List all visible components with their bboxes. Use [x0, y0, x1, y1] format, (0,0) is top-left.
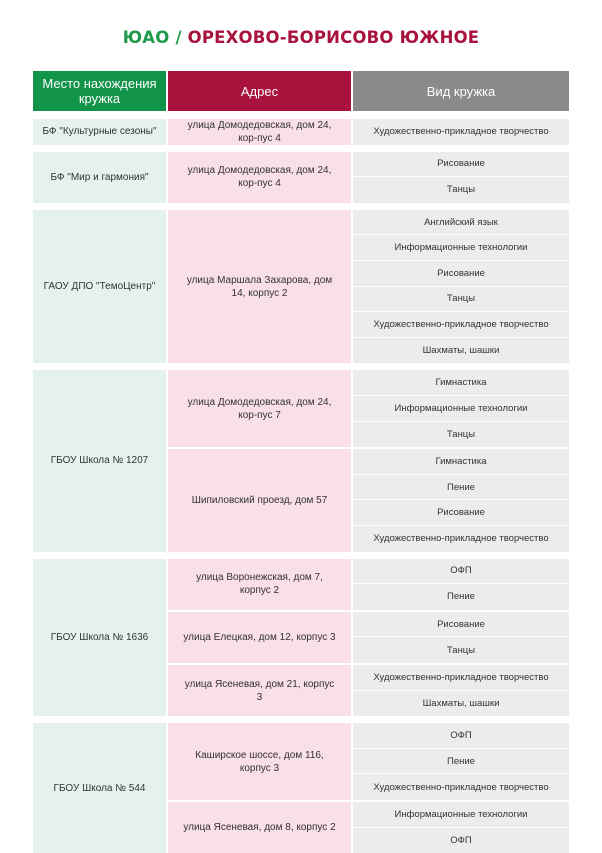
club-type-cell: Рисование: [353, 261, 569, 286]
club-type-cell: ОФП: [353, 723, 569, 748]
header-club-type: Вид кружка: [353, 71, 569, 111]
club-type-cell: Танцы: [353, 287, 569, 312]
district-name: ОРЕХОВО-БОРИСОВО ЮЖНОЕ: [187, 28, 480, 47]
club-type-cell: Гимнастика: [353, 370, 569, 395]
club-type-cell: Рисование: [353, 500, 569, 525]
club-type-cell: Шахматы, шашки: [353, 338, 569, 364]
title-separator: /: [175, 28, 182, 47]
club-type-cell: Информационные технологии: [353, 396, 569, 421]
address-cell: улица Ясеневая, дом 8, корпус 2: [168, 802, 351, 853]
region-code: ЮАО: [122, 28, 170, 47]
address-cell: улица Ясеневая, дом 21, корпус 3: [168, 665, 351, 716]
club-type-cell: Рисование: [353, 152, 569, 177]
club-type-cell: Танцы: [353, 637, 569, 663]
club-type-cell: Рисование: [353, 612, 569, 637]
club-type-cell: Информационные технологии: [353, 802, 569, 827]
venue-cell: ГБОУ Школа № 1207: [33, 370, 166, 551]
club-type-cell: Танцы: [353, 177, 569, 203]
address-cell: улица Воронежская, дом 7, корпус 2: [168, 559, 351, 610]
address-cell: улица Маршала Захарова, дом 14, корпус 2: [168, 210, 351, 364]
page-title: [0, 28, 602, 47]
address-cell: улица Домодедовская, дом 24, кор-пус 7: [168, 370, 351, 447]
club-type-cell: Информационные технологии: [353, 235, 569, 260]
venue-cell: ГБОУ Школа № 1636: [33, 559, 166, 717]
venue-cell: БФ "Культурные сезоны": [33, 119, 166, 145]
club-type-cell: Художественно-прикладное творчество: [353, 774, 569, 800]
address-cell: Шипиловский проезд, дом 57: [168, 449, 351, 551]
venue-cell: ГБОУ Школа № 544: [33, 723, 166, 853]
club-type-cell: Художественно-прикладное творчество: [353, 119, 569, 145]
club-type-cell: ОФП: [353, 559, 569, 584]
club-type-cell: Пение: [353, 749, 569, 774]
club-type-cell: Английский язык: [353, 210, 569, 235]
club-type-cell: Гимнастика: [353, 449, 569, 474]
venue-cell: БФ "Мир и гармония": [33, 152, 166, 203]
address-cell: улица Домодедовская, дом 24, кор-пус 4: [168, 119, 351, 145]
address-cell: улица Домодедовская, дом 24, кор-пус 4: [168, 152, 351, 203]
club-type-cell: Художественно-прикладное творчество: [353, 312, 569, 337]
club-type-cell: Пение: [353, 475, 569, 500]
club-type-cell: Пение: [353, 584, 569, 610]
club-type-cell: ОФП: [353, 828, 569, 853]
club-type-cell: Художественно-прикладное творчество: [353, 526, 569, 552]
club-type-cell: Художественно-прикладное творчество: [353, 665, 569, 690]
club-type-cell: Шахматы, шашки: [353, 691, 569, 717]
header-address: Адрес: [168, 71, 351, 111]
address-cell: Каширское шоссе, дом 116, корпус 3: [168, 723, 351, 800]
venue-cell: ГАОУ ДПО "ТемоЦентр": [33, 210, 166, 364]
header-venue: Место нахождения кружка: [33, 71, 166, 111]
address-cell: улица Елецкая, дом 12, корпус 3: [168, 612, 351, 663]
club-type-cell: Танцы: [353, 422, 569, 448]
